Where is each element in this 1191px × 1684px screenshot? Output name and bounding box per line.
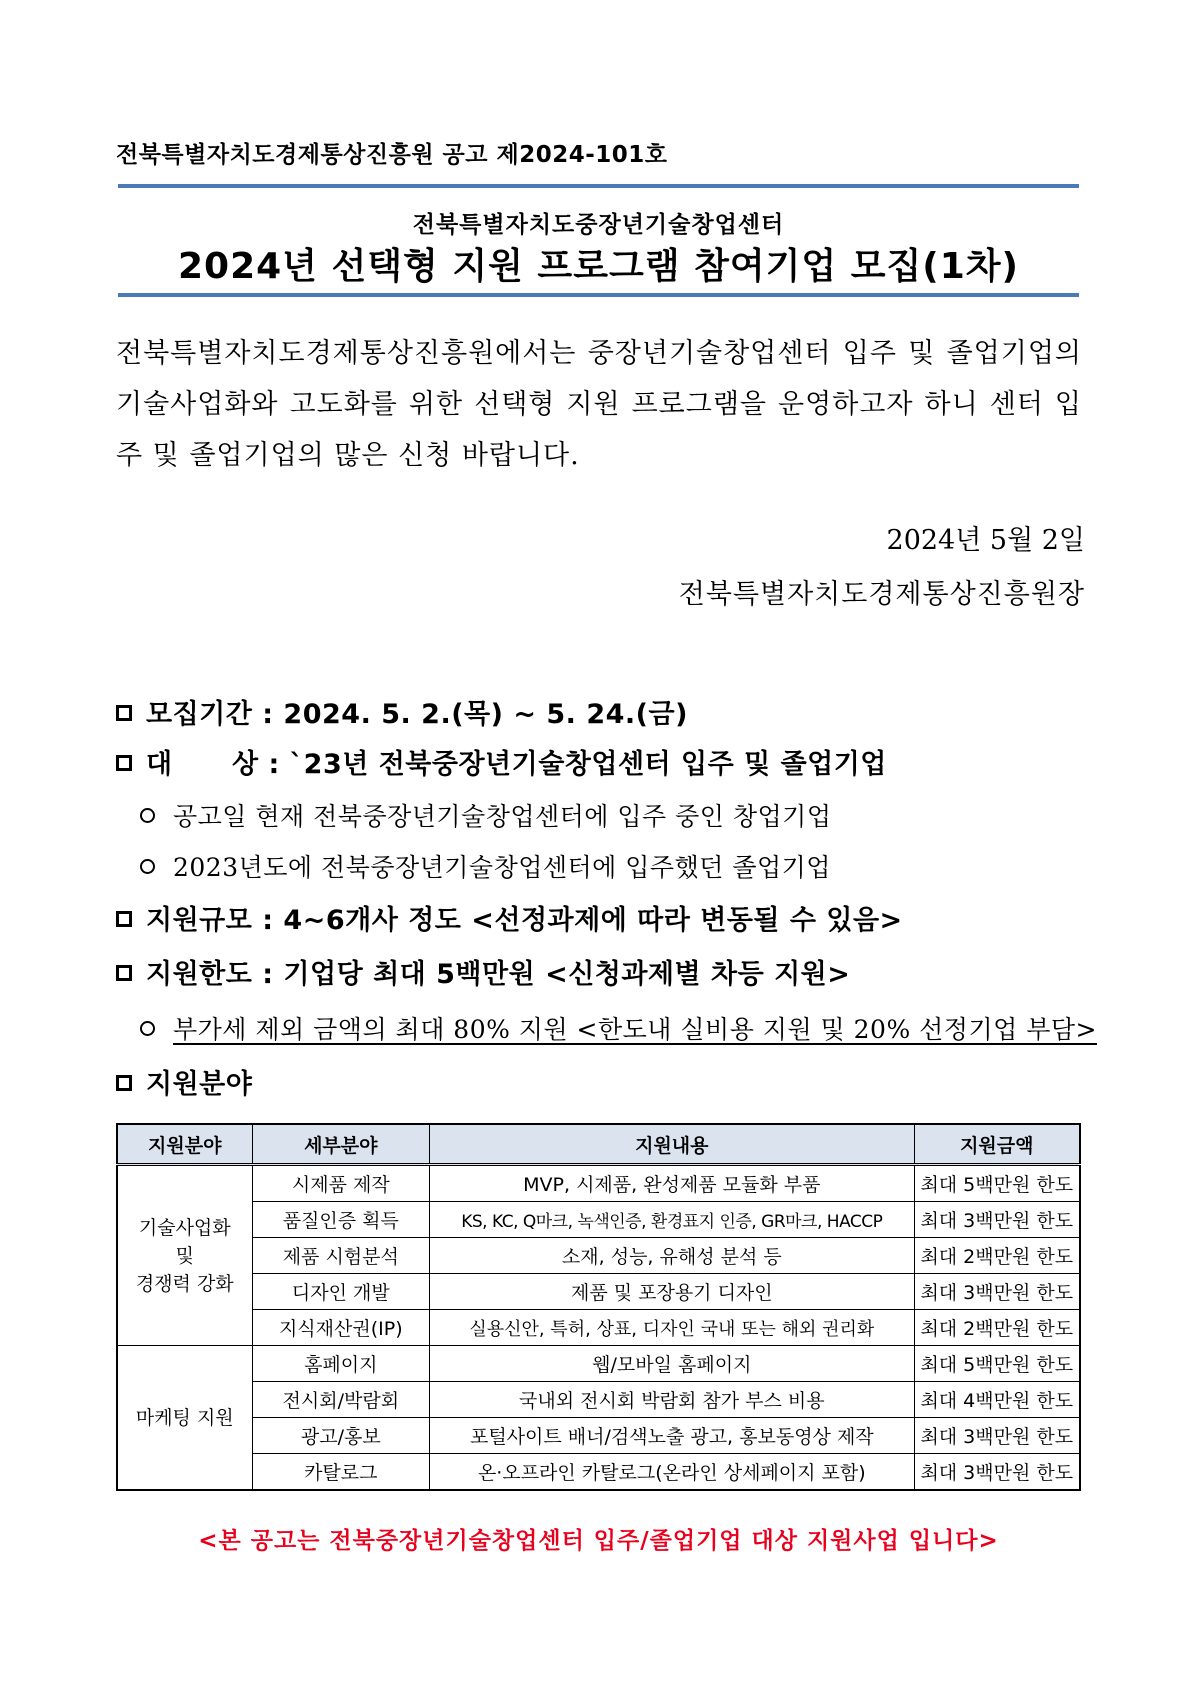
category-cell: 마케팅 지원: [117, 1346, 252, 1491]
table-row: [117, 1274, 1080, 1310]
table-row: [117, 1346, 1080, 1382]
header-amount: 지원금액: [914, 1124, 1080, 1165]
section-scale: [116, 898, 903, 937]
circle-bullet-icon: [140, 808, 155, 823]
closing-notice: <본 공고는 전북중장년기술창업센터 입주/졸업기업 대상 지원사업 입니다>: [198, 1528, 999, 1554]
notice-date: 2024년 5월 2일: [886, 525, 1085, 556]
section-limit-text: 지원한도 : 기업당 최대 5백만원 <신청과제별 차등 지원>: [146, 959, 851, 990]
square-bullet-icon: [116, 705, 132, 721]
content-cell: 실용신안, 특허, 상표, 디자인 국내 또는 해외 권리화: [430, 1310, 914, 1346]
content-cell: 포털사이트 배너/검색노출 광고, 홍보동영상 제작: [430, 1418, 914, 1454]
center-name: 전북특별자치도중장년기술창업센터: [412, 212, 785, 238]
amount-cell: 최대 3백만원 한도: [914, 1418, 1080, 1454]
title-top-rule: [118, 184, 1079, 188]
square-bullet-icon: [116, 1075, 132, 1091]
square-bullet-icon: [116, 965, 132, 981]
section-target: [116, 742, 887, 781]
table-row: [117, 1382, 1080, 1418]
section-period-text: 모집기간 : 2024. 5. 2.(목) ~ 5. 24.(금): [146, 699, 688, 730]
table-row: [117, 1310, 1080, 1346]
subfield-cell: 제품 시험분석: [252, 1238, 430, 1274]
subfield-cell: 전시회/박람회: [252, 1382, 430, 1418]
issuer: 전북특별자치도경제통상진흥원장: [678, 579, 1085, 610]
section-target-text: 대 상 : `23년 전북중장년기술창업센터 입주 및 졸업기업: [146, 749, 887, 780]
content-cell: 소재, 성능, 유해성 분석 등: [430, 1238, 914, 1274]
subfield-cell: 디자인 개발: [252, 1274, 430, 1310]
section-scale-text: 지원규모 : 4~6개사 정도 <선정과제에 따라 변동될 수 있음>: [146, 905, 903, 936]
square-bullet-icon: [116, 911, 132, 927]
page-title: 2024년 선택형 지원 프로그램 참여기업 모집(1차): [177, 246, 1019, 287]
amount-cell: 최대 5백만원 한도: [914, 1165, 1080, 1202]
subfield-cell: 시제품 제작: [252, 1165, 430, 1202]
table-row: [117, 1165, 1080, 1202]
limit-item: [140, 1010, 1097, 1046]
content-cell: 웹/모바일 홈페이지: [430, 1346, 914, 1382]
subfield-cell: 홈페이지: [252, 1346, 430, 1382]
table-row: [117, 1418, 1080, 1454]
section-limit: [116, 952, 850, 991]
table-header-row: [117, 1124, 1080, 1165]
header-content: 지원내용: [430, 1124, 914, 1165]
table-row: [117, 1202, 1080, 1238]
square-bullet-icon: [116, 755, 132, 771]
section-fields-text: 지원분야: [146, 1069, 253, 1100]
amount-cell: 최대 2백만원 한도: [914, 1238, 1080, 1274]
header-field: 지원분야: [117, 1124, 252, 1165]
category-cell: 기술사업화 및 경쟁력 강화: [117, 1165, 252, 1346]
circle-bullet-icon: [140, 859, 155, 874]
amount-cell: 최대 2백만원 한도: [914, 1310, 1080, 1346]
amount-cell: 최대 5백만원 한도: [914, 1346, 1080, 1382]
subfield-cell: 광고/홍보: [252, 1418, 430, 1454]
target-item-1: [140, 797, 832, 833]
section-period: [116, 692, 688, 731]
content-cell: 제품 및 포장용기 디자인: [430, 1274, 914, 1310]
intro-paragraph: 전북특별자치도경제통상진흥원에서는 중장년기술창업센터 입주 및 졸업기업의 기술사업화와 고도화를 위한 선택형 지원 프로그램을 운영하고자 하니 센터 입주 및 졸업기업의 많은 신청 바랍니다.: [116, 338, 1082, 471]
section-fields: [116, 1062, 252, 1101]
table-row: [117, 1238, 1080, 1274]
content-cell: 국내외 전시회 박람회 참가 부스 비용: [430, 1382, 914, 1418]
content-cell: 온·오프라인 카탈로그(온라인 상세페이지 포함): [430, 1454, 914, 1491]
amount-cell: 최대 3백만원 한도: [914, 1202, 1080, 1238]
content-cell: MVP, 시제품, 완성제품 모듈화 부품: [430, 1165, 914, 1202]
amount-cell: 최대 3백만원 한도: [914, 1274, 1080, 1310]
subfield-cell: 카탈로그: [252, 1454, 430, 1491]
target-item-text: 공고일 현재 전북중장년기술창업센터에 입주 중인 창업기업: [173, 802, 832, 831]
amount-cell: 최대 4백만원 한도: [914, 1382, 1080, 1418]
subfield-cell: 품질인증 획득: [252, 1202, 430, 1238]
header-subfield: 세부분야: [252, 1124, 430, 1165]
notice-number: 전북특별자치도경제통상진흥원 공고 제2024-101호: [116, 142, 668, 168]
limit-item-text: 부가세 제외 금액의 최대 80% 지원 <한도내 실비용 지원 및 20% 선정기업 부담>: [173, 1015, 1097, 1044]
title-bottom-rule: [118, 293, 1079, 297]
content-cell: KS, KC, Q마크, 녹색인증, 환경표지 인증, GR마크, HACCP: [430, 1202, 914, 1238]
support-table: [116, 1123, 1081, 1491]
target-item-text: 2023년도에 전북중장년기술창업센터에 입주했던 졸업기업: [173, 853, 831, 882]
circle-bullet-icon: [140, 1021, 155, 1036]
amount-cell: 최대 3백만원 한도: [914, 1454, 1080, 1491]
table-row: [117, 1454, 1080, 1491]
target-item-2: [140, 848, 831, 884]
subfield-cell: 지식재산권(IP): [252, 1310, 430, 1346]
